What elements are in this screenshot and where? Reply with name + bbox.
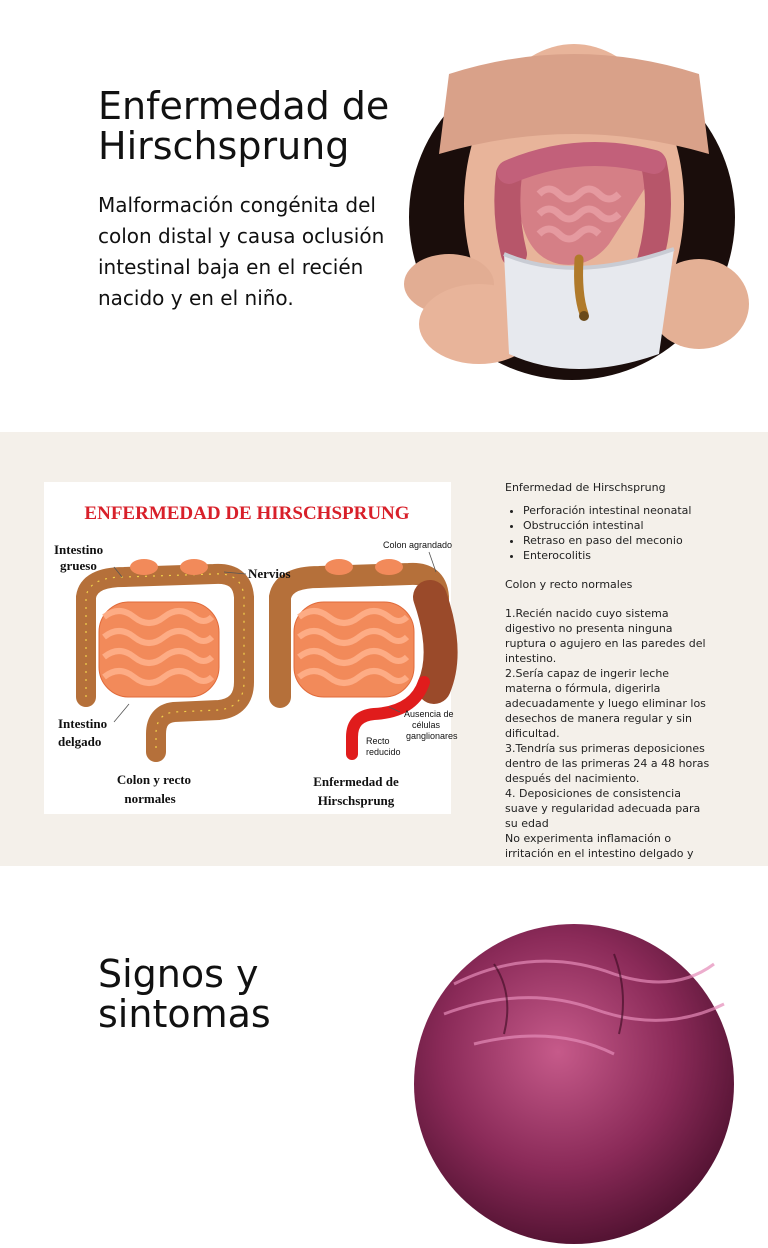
label-colon-agrandado: Colon agrandado <box>383 540 453 550</box>
label-nervios: Nervios <box>248 566 291 581</box>
label-intestino: Intestino grueso <box>54 542 104 573</box>
label-recto-reducido: Recto reducido <box>366 736 401 757</box>
slide-title: Signos y sintomas <box>98 952 271 1036</box>
notes-item: 3.Tendría sus primeras deposiciones dentro de las primeras 24 a 48 horas después del nacimiento. <box>505 742 710 785</box>
slide-title: Enfermedad de Hirschsprung <box>98 84 390 168</box>
intestinal-tissue-image <box>414 924 734 1244</box>
caption-hirschsprung: Enfermedad de Hirschsprung <box>313 774 399 808</box>
notes-item: No experimenta inflamación o irritación en el intestino delgado y <box>505 832 694 860</box>
caption-normal: Colon y recto normales <box>116 772 192 806</box>
slide-signs <box>0 866 768 1036</box>
notes-heading: Enfermedad de Hirschsprung <box>505 481 666 494</box>
notes-subheading: Colon y recto normales <box>505 578 633 591</box>
notes-item: 2.Sería capaz de ingerir leche materna o fórmula, digerirla adecuadamente y luego eliminar los desechos de manera regular y sin dificultad. <box>505 667 706 740</box>
list-item: • Retraso en paso del meconio <box>523 533 715 548</box>
hirschsprung-diagram <box>44 482 458 814</box>
slide-intro <box>0 0 768 432</box>
notes-item: 4. Deposiciones de consistencia suave y regularidad adecuada para su edad <box>505 787 701 830</box>
diagram-heading: ENFERMEDAD DE HIRSCHSPRUNG <box>84 503 410 524</box>
normal-colon-illustration <box>86 559 244 752</box>
notes-panel <box>505 480 720 864</box>
symptom-list <box>505 503 715 563</box>
slide-comparison <box>0 432 768 866</box>
notes-item: 1.Recién nacido cuyo sistema digestivo no presenta ninguna ruptura o agujero en las paredes del intestino. <box>505 607 706 665</box>
label-ausencia: Ausencia de células ganglionares <box>404 709 458 741</box>
slide-body-text: Malformación congénita del colon distal y causa oclusión intestinal baja en el recién nacido y en el niño. <box>98 193 385 310</box>
infant-abdomen-image <box>409 54 735 380</box>
list-item: • Obstrucción intestinal <box>523 518 715 533</box>
list-item: • Enterocolitis <box>523 548 715 563</box>
list-item: • Perforación intestinal neonatal <box>523 503 715 518</box>
label-intestino-delgado: Intestino delgado <box>58 716 108 749</box>
